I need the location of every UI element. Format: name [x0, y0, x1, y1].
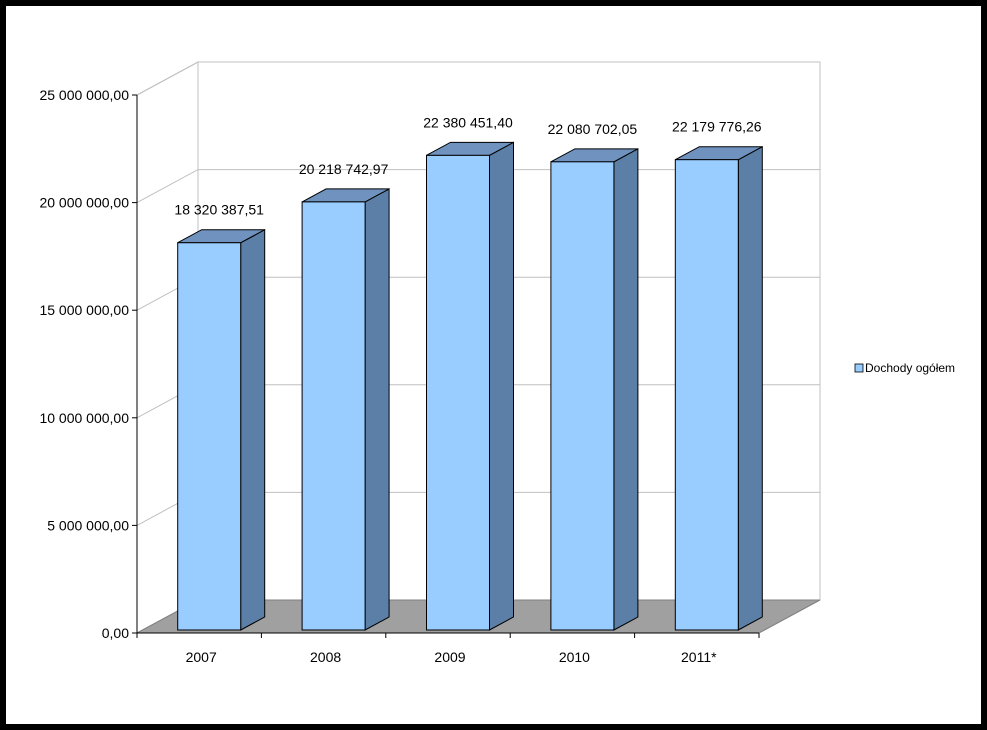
y-tick-label: 25 000 000,00 — [39, 87, 129, 103]
bar-side — [490, 142, 514, 630]
chart-frame — [6, 6, 981, 724]
y-tick-label: 10 000 000,00 — [39, 409, 129, 426]
x-tick-label: 2008 — [310, 649, 342, 665]
y-axis-ticks — [39, 87, 137, 641]
y-tick-label: 0,00 — [101, 625, 129, 641]
data-label: 22 380 451,40 — [423, 114, 513, 131]
bar — [178, 230, 265, 630]
bar — [427, 142, 514, 630]
x-tick-label: 2007 — [185, 649, 217, 665]
data-label: 22 179 776,26 — [672, 118, 762, 135]
bar-side — [241, 230, 265, 630]
legend-swatch — [855, 364, 863, 372]
bar-side — [365, 189, 389, 630]
bar-front — [302, 202, 365, 630]
bar-side — [614, 149, 638, 630]
x-tick-label: 2009 — [434, 649, 466, 665]
x-tick-label: 2011* — [681, 649, 717, 665]
bar — [302, 189, 389, 630]
legend-label-dochody: Dochody ogółem — [865, 361, 956, 375]
x-tick-label: 2010 — [558, 649, 590, 665]
bar-front — [178, 243, 241, 630]
data-label: 20 218 742,97 — [298, 160, 389, 177]
bar-side — [738, 147, 762, 630]
legend — [855, 361, 955, 375]
bar-front — [427, 155, 490, 630]
bar — [675, 147, 762, 630]
y-tick-label: 5 000 000,00 — [47, 517, 129, 534]
y-tick-label: 20 000 000,00 — [39, 194, 129, 211]
bar — [551, 149, 638, 630]
data-label: 18 320 387,51 — [174, 201, 264, 218]
y-tick-label: 15 000 000,00 — [39, 302, 129, 319]
bar-front — [675, 160, 738, 630]
bar-chart — [6, 6, 981, 724]
data-label: 22 080 702,05 — [547, 120, 638, 137]
bar-front — [551, 162, 614, 630]
x-axis-ticks — [137, 633, 759, 665]
